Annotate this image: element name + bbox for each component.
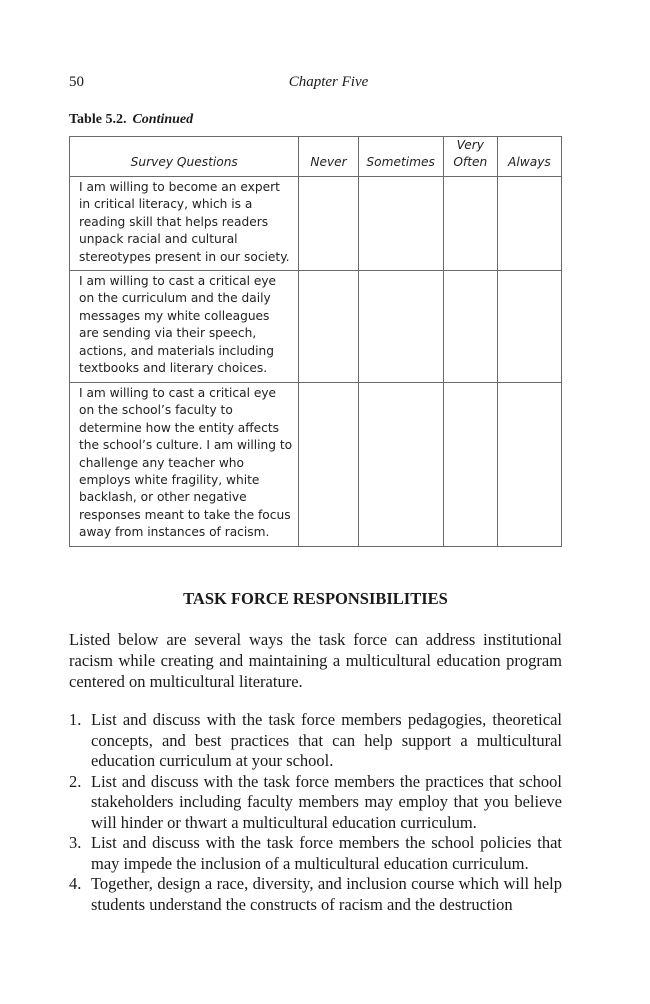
table-caption-label: Table 5.2. xyxy=(69,112,127,127)
survey-question-1: I am willing to become an expert in critical literacy, which is a reading skill that helps readers unpack racial and cultural stereotypes present in our society. xyxy=(70,177,299,271)
page-number: 50 xyxy=(69,74,84,90)
header-always: Always xyxy=(497,137,561,177)
table-header-row xyxy=(70,137,562,177)
list-item-text: Together, design a race, diversity, and inclusion course which will help students understand the constructs of racism and the destruction xyxy=(91,874,562,914)
response-cell-never[interactable] xyxy=(299,383,358,547)
response-cell-always[interactable] xyxy=(497,177,561,271)
running-head xyxy=(69,74,562,96)
responsibilities-list xyxy=(69,710,562,915)
intro-paragraph: Listed below are several ways the task force can address institutional racism while creating and maintaining a multicultural education program centered on multicultural literature. xyxy=(69,630,562,691)
list-item-text: List and discuss with the task force members pedagogies, theoretical concepts, and best practices that can help support a multicultural education curriculum at your school. xyxy=(91,710,562,770)
header-sometimes: Sometimes xyxy=(358,137,443,177)
survey-table xyxy=(69,136,562,547)
response-cell-never[interactable] xyxy=(299,271,358,383)
table-row xyxy=(70,177,562,271)
response-cell-sometimes[interactable] xyxy=(358,177,443,271)
list-item-number: 3. xyxy=(69,833,82,852)
list-item xyxy=(69,874,562,915)
chapter-title: Chapter Five xyxy=(288,74,369,90)
survey-question-2: I am willing to cast a critical eye on the curriculum and the daily messages my white colleagues are sending via their speech, actions, and materials including textbooks and literary choices. xyxy=(70,271,299,383)
list-item-text: List and discuss with the task force members the practices that school stakeholders including faculty members may employ that you believe will hinder or thwart a multicultural education curriculum. xyxy=(91,771,562,832)
header-very-often: Very Often xyxy=(443,137,497,177)
section-heading: TASK FORCE RESPONSIBILITIES xyxy=(183,589,448,608)
header-survey-questions: Survey Questions xyxy=(70,137,299,177)
response-cell-very-often[interactable] xyxy=(443,383,497,547)
list-item xyxy=(69,710,562,772)
list-item xyxy=(69,833,562,874)
response-cell-very-often[interactable] xyxy=(443,177,497,271)
response-cell-sometimes[interactable] xyxy=(358,271,443,383)
survey-question-3: I am willing to cast a critical eye on the school’s faculty to determine how the entity affects the school’s culture. I am willing to challenge any teacher who employs white fragility, white backlash, or other negative responses meant to take the focus away from instances of racism. xyxy=(70,383,299,547)
list-item-number: 4. xyxy=(69,874,82,893)
response-cell-very-often[interactable] xyxy=(443,271,497,383)
response-cell-never[interactable] xyxy=(299,177,358,271)
response-cell-always[interactable] xyxy=(497,383,561,547)
table-row xyxy=(70,271,562,383)
header-never: Never xyxy=(299,137,358,177)
table-caption-continued: Continued xyxy=(132,112,194,127)
table-row xyxy=(70,383,562,547)
list-item-number: 1. xyxy=(69,710,82,729)
list-item-text: List and discuss with the task force members the school policies that may impede the inclusion of a multicultural education curriculum. xyxy=(91,833,562,873)
list-item xyxy=(69,772,562,834)
list-item-number: 2. xyxy=(69,771,82,791)
response-cell-always[interactable] xyxy=(497,271,561,383)
table-caption xyxy=(69,112,193,128)
response-cell-sometimes[interactable] xyxy=(358,383,443,547)
